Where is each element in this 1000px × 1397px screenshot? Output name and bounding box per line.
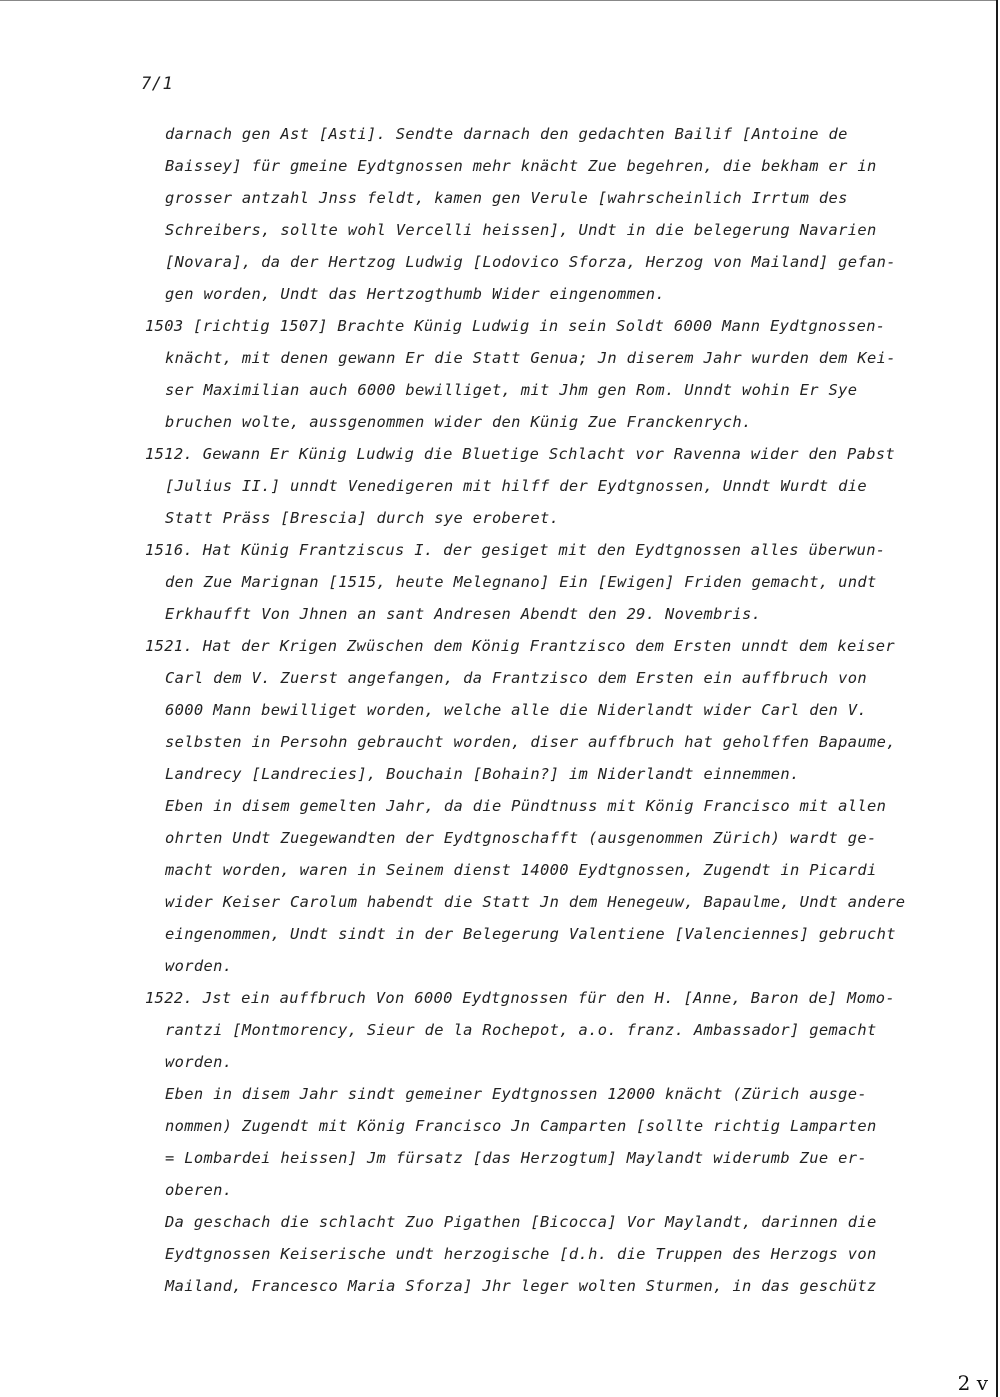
year-entry-line: 1503 [richtig 1507] Brachte Künig Ludwig in sein Soldt 6000 Mann Eydtgnossen- xyxy=(145,317,886,335)
text-line: Landrecy [Landrecies], Bouchain [Bohain?] im Niderlandt einnemmen. xyxy=(165,765,800,783)
text-line: = Lombardei heissen] Jm fürsatz [das Herzogtum] Maylandt widerumb Zue er- xyxy=(165,1149,867,1167)
text-line: Schreibers, sollte wohl Vercelli heissen], Undt in die belegerung Navarien xyxy=(165,221,877,239)
year-entry-line: 1522. Jst ein auffbruch Von 6000 Eydtgnossen für den H. [Anne, Baron de] Momo- xyxy=(145,989,896,1007)
text-line: worden. xyxy=(165,1053,233,1071)
text-line: Erkhaufft Von Jhnen an sant Andresen Abendt den 29. Novembris. xyxy=(165,605,762,623)
text-line: nommen) Zugendt mit König Francisco Jn Camparten [sollte richtig Lamparten xyxy=(165,1117,877,1135)
text-line: ohrten Undt Zuegewandten der Eydtgnoschafft (ausgenommen Zürich) wardt ge- xyxy=(165,829,877,847)
text-line: knächt, mit denen gewann Er die Statt Genua; Jn diserem Jahr wurden dem Kei- xyxy=(165,349,896,367)
text-line: den Zue Marignan [1515, heute Melegnano] Ein [Ewigen] Friden gemacht, undt xyxy=(165,573,877,591)
text-line: [Novara], da der Hertzog Ludwig [Lodovico Sforza, Herzog von Mailand] gefan- xyxy=(165,253,896,271)
text-line: Da geschach die schlacht Zuo Pigathen [Bicocca] Vor Maylandt, darinnen die xyxy=(165,1213,877,1231)
scan-right-edge xyxy=(996,0,998,1397)
text-line: rantzi [Montmorency, Sieur de la Rochepot, a.o. franz. Ambassador] gemacht xyxy=(165,1021,877,1039)
text-line: bruchen wolte, aussgenommen wider den Künig Zue Franckenrych. xyxy=(165,413,752,431)
text-line: Baissey] für gmeine Eydtgnossen mehr knächt Zue begehren, die bekham er in xyxy=(165,157,877,175)
text-line: gen worden, Undt das Hertzogthumb Wider eingenommen. xyxy=(165,285,666,303)
text-line: Eben in disem gemelten Jahr, da die Pündtnuss mit König Francisco mit allen xyxy=(165,797,887,815)
year-entry-line: 1512. Gewann Er Künig Ludwig die Bluetige Schlacht vor Ravenna wider den Pabst xyxy=(145,445,896,463)
text-line: Carl dem V. Zuerst angefangen, da Frantzisco dem Ersten ein auffbruch von xyxy=(165,669,867,687)
text-line: eingenommen, Undt sindt in der Belegerung Valentiene [Valenciennes] gebrucht xyxy=(165,925,896,943)
scan-top-edge xyxy=(0,0,998,1)
text-line: Eydtgnossen Keiserische undt herzogische [d.h. die Truppen des Herzogs von xyxy=(165,1245,877,1263)
text-line: macht worden, waren in Seinem dienst 14000 Eydtgnossen, Zugendt in Picardi xyxy=(165,861,877,879)
text-line: selbsten in Persohn gebraucht worden, diser auffbruch hat geholffen Bapaume, xyxy=(165,733,896,751)
text-line: wider Keiser Carolum habendt die Statt Jn dem Henegeuw, Bapaulme, Undt andere xyxy=(165,893,906,911)
text-line: [Julius II.] unndt Venedigeren mit hilff der Eydtgnossen, Unndt Wurdt die xyxy=(165,477,867,495)
page-number: 7/1 xyxy=(141,74,174,94)
year-entry-line: 1516. Hat Künig Frantziscus I. der gesiget mit den Eydtgnossen alles überwun- xyxy=(145,541,886,559)
typescript-text xyxy=(145,118,955,1302)
text-line: darnach gen Ast [Asti]. Sendte darnach den gedachten Bailif [Antoine de xyxy=(165,125,848,143)
text-line: grosser antzahl Jnss feldt, kamen gen Verule [wahrscheinlich Irrtum des xyxy=(165,189,848,207)
text-line: Mailand, Francesco Maria Sforza] Jhr leger wolten Sturmen, in das geschütz xyxy=(165,1277,877,1295)
year-entry-line: 1521. Hat der Krigen Zwüschen dem König Frantzisco dem Ersten unndt dem keiser xyxy=(145,637,896,655)
text-line: worden. xyxy=(165,957,233,975)
text-line: oberen. xyxy=(165,1181,233,1199)
handwritten-folio-mark: 2 v xyxy=(957,1371,988,1395)
text-line: Statt Präss [Brescia] durch sye eroberet. xyxy=(165,509,560,527)
text-line: Eben in disem Jahr sindt gemeiner Eydtgnossen 12000 knächt (Zürich ausge- xyxy=(165,1085,867,1103)
text-line: ser Maximilian auch 6000 bewilliget, mit Jhm gen Rom. Unndt wohin Er Sye xyxy=(165,381,858,399)
text-line: 6000 Mann bewilliget worden, welche alle die Niderlandt wider Carl den V. xyxy=(165,701,867,719)
